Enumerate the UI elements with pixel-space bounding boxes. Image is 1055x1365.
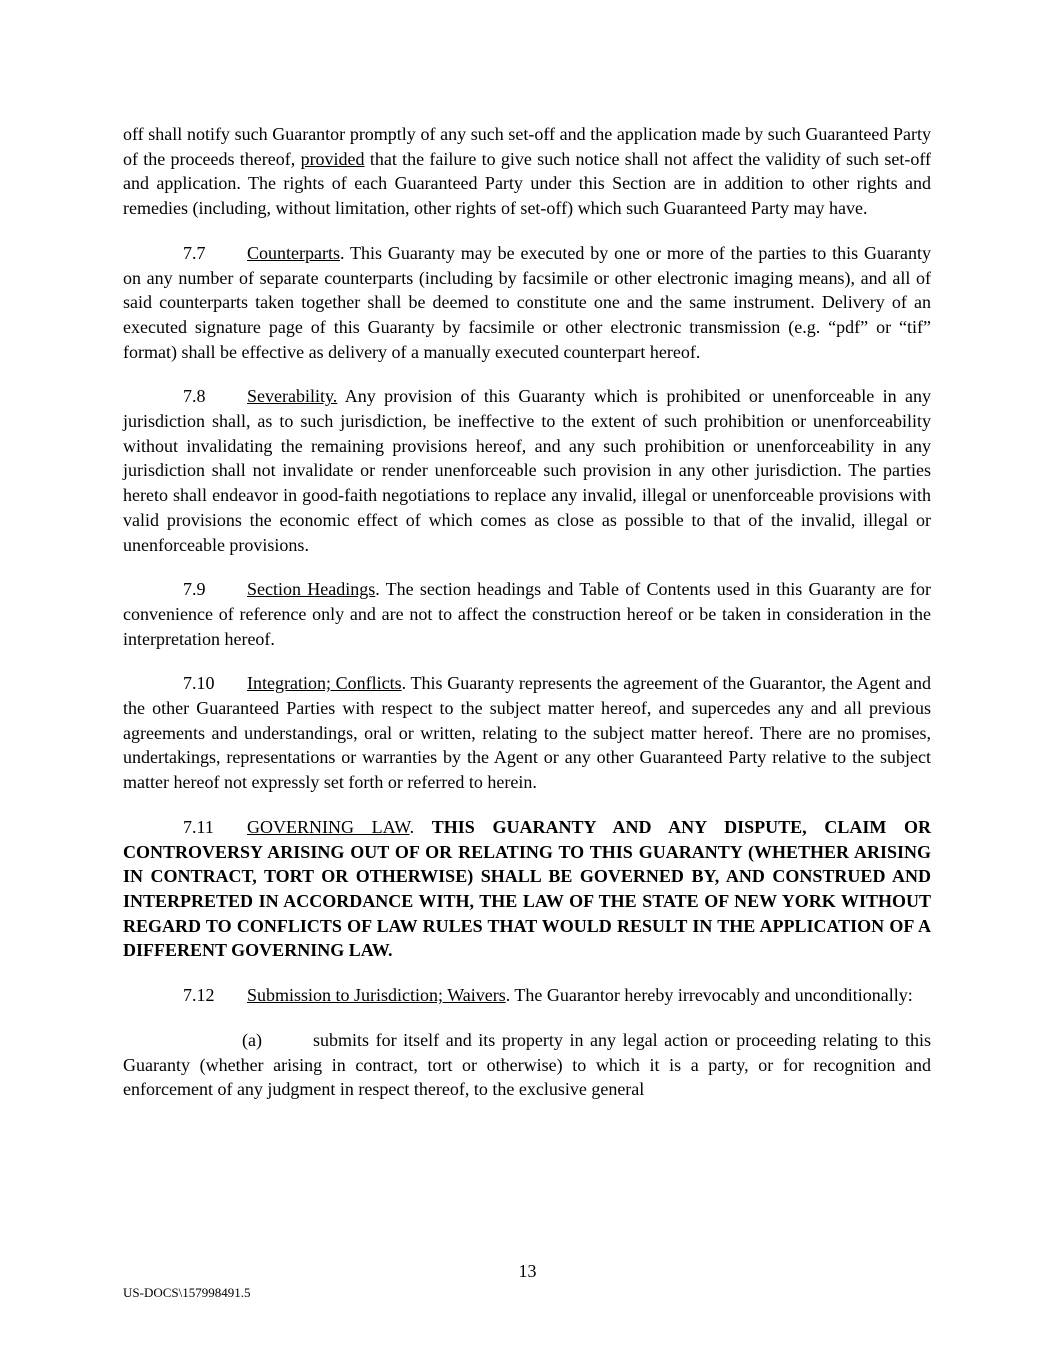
- text-run: .: [409, 816, 432, 837]
- footer-doc-id: US-DOCS\157998491.5: [123, 1285, 251, 1300]
- section-heading: provided: [300, 148, 365, 169]
- section-heading: Counterparts: [247, 242, 340, 263]
- text-run: . This Guaranty represents the agreement of the Guarantor, the Agent and the other Guaranteed Parties with respect to the subject matter hereof, and supercedes any and all previous agreements and understandings, oral or written, relating to the subject matter hereof. There are no promises, undertakings, representations or warranties by the Agent or any other Guaranteed Party relative to the subject matter hereof not expressly set forth or referred to herein.: [123, 673, 932, 793]
- section-number: 7.7: [183, 242, 206, 263]
- page-number: 13: [518, 1261, 537, 1281]
- section-heading: Submission to Jurisdiction; Waivers: [247, 985, 506, 1006]
- text-run: off shall notify such Guarantor promptly of any such set-off and the application made by such Guaranteed Party of the proceeds thereof,: [123, 124, 931, 169]
- text-run: that the failure to give such notice shall not affect the validity of such set-off and application. The rights of each Guaranteed Party under this Section are in addition to other rights and remedies (including, without limitation, other rights of set-off) which such Guaranteed Party may have.: [123, 148, 931, 219]
- text-run: Any provision of this Guaranty which is prohibited or unenforceable in any jurisdiction shall, as to such jurisdiction, be ineffective to the extent of such prohibition or unenforceability without invalidating the remaining provisions hereof, and any such prohibition or unenforceability in any jurisdiction shall not invalidate or render unenforceable such provision in any other jurisdiction. The parties hereto shall endeavor in good-faith negotiations to replace any invalid, illegal or unenforceable provisions with valid provisions the economic effect of which comes as close as possible to that of the invalid, illegal or unenforceable provisions.: [123, 386, 931, 555]
- text-run: . The Guarantor hereby irrevocably and unconditionally:: [505, 985, 913, 1006]
- section-heading: Integration; Conflicts: [247, 673, 402, 694]
- section-paragraph: [123, 577, 931, 651]
- text-run: . The section headings and Table of Contents used in this Guaranty are for convenience of reference only and are not to affect the construction hereof or be taken in consideration in the interpretation hereof.: [123, 579, 931, 649]
- section-number: 7.11: [183, 816, 214, 837]
- section-paragraph: [123, 983, 931, 1008]
- section-paragraph: [123, 384, 931, 557]
- section-number: 7.12: [183, 985, 215, 1006]
- section-heading: GOVERNING LAW: [247, 816, 410, 837]
- section-paragraph: [123, 815, 931, 963]
- paragraph: [123, 122, 931, 221]
- section-number: 7.8: [183, 386, 206, 407]
- section-paragraph: [123, 241, 931, 365]
- text-run: . This Guaranty may be executed by one or more of the parties to this Guaranty on any number of separate counterparts (including by facsimile or other electronic imaging means), and all of said counterparts taken together shall be deemed to constitute one and the same instrument. Delivery of an executed signature page of this Guaranty by facsimile or other electronic transmission (e.g. “pdf” or “tif” format) shall be effective as delivery of a manually executed counterpart hereof.: [123, 242, 931, 362]
- section-heading: Severability.: [247, 386, 338, 407]
- subsection-label: (a): [242, 1029, 262, 1050]
- section-paragraph: [123, 671, 931, 795]
- section-heading: Section Headings: [247, 579, 376, 600]
- text-run: THIS GUARANTY AND ANY DISPUTE, CLAIM OR CONTROVERSY ARISING OUT OF OR RELATING TO THIS GUARANTY (WHETHER ARISING IN CONTRACT, TORT OR OTHERWISE) SHALL BE GOVERNED BY, AND CONSTRUED AND INTERPRETED IN ACCORDANCE WITH, THE LAW OF THE STATE OF NEW YORK WITHOUT REGARD TO CONFLICTS OF LAW RULES THAT WOULD RESULT IN THE APPLICATION OF A DIFFERENT GOVERNING LAW.: [123, 816, 932, 961]
- document-body: [123, 122, 931, 1122]
- section-number: 7.9: [183, 579, 206, 600]
- subsection-paragraph: [123, 1028, 931, 1102]
- text-run: submits for itself and its property in any legal action or proceeding relating to this Guaranty (whether arising in contract, tort or otherwise) to which it is a party, or for recognition and enforcement of any judgment in respect thereof, to the exclusive general: [123, 1029, 931, 1100]
- section-number: 7.10: [183, 673, 215, 694]
